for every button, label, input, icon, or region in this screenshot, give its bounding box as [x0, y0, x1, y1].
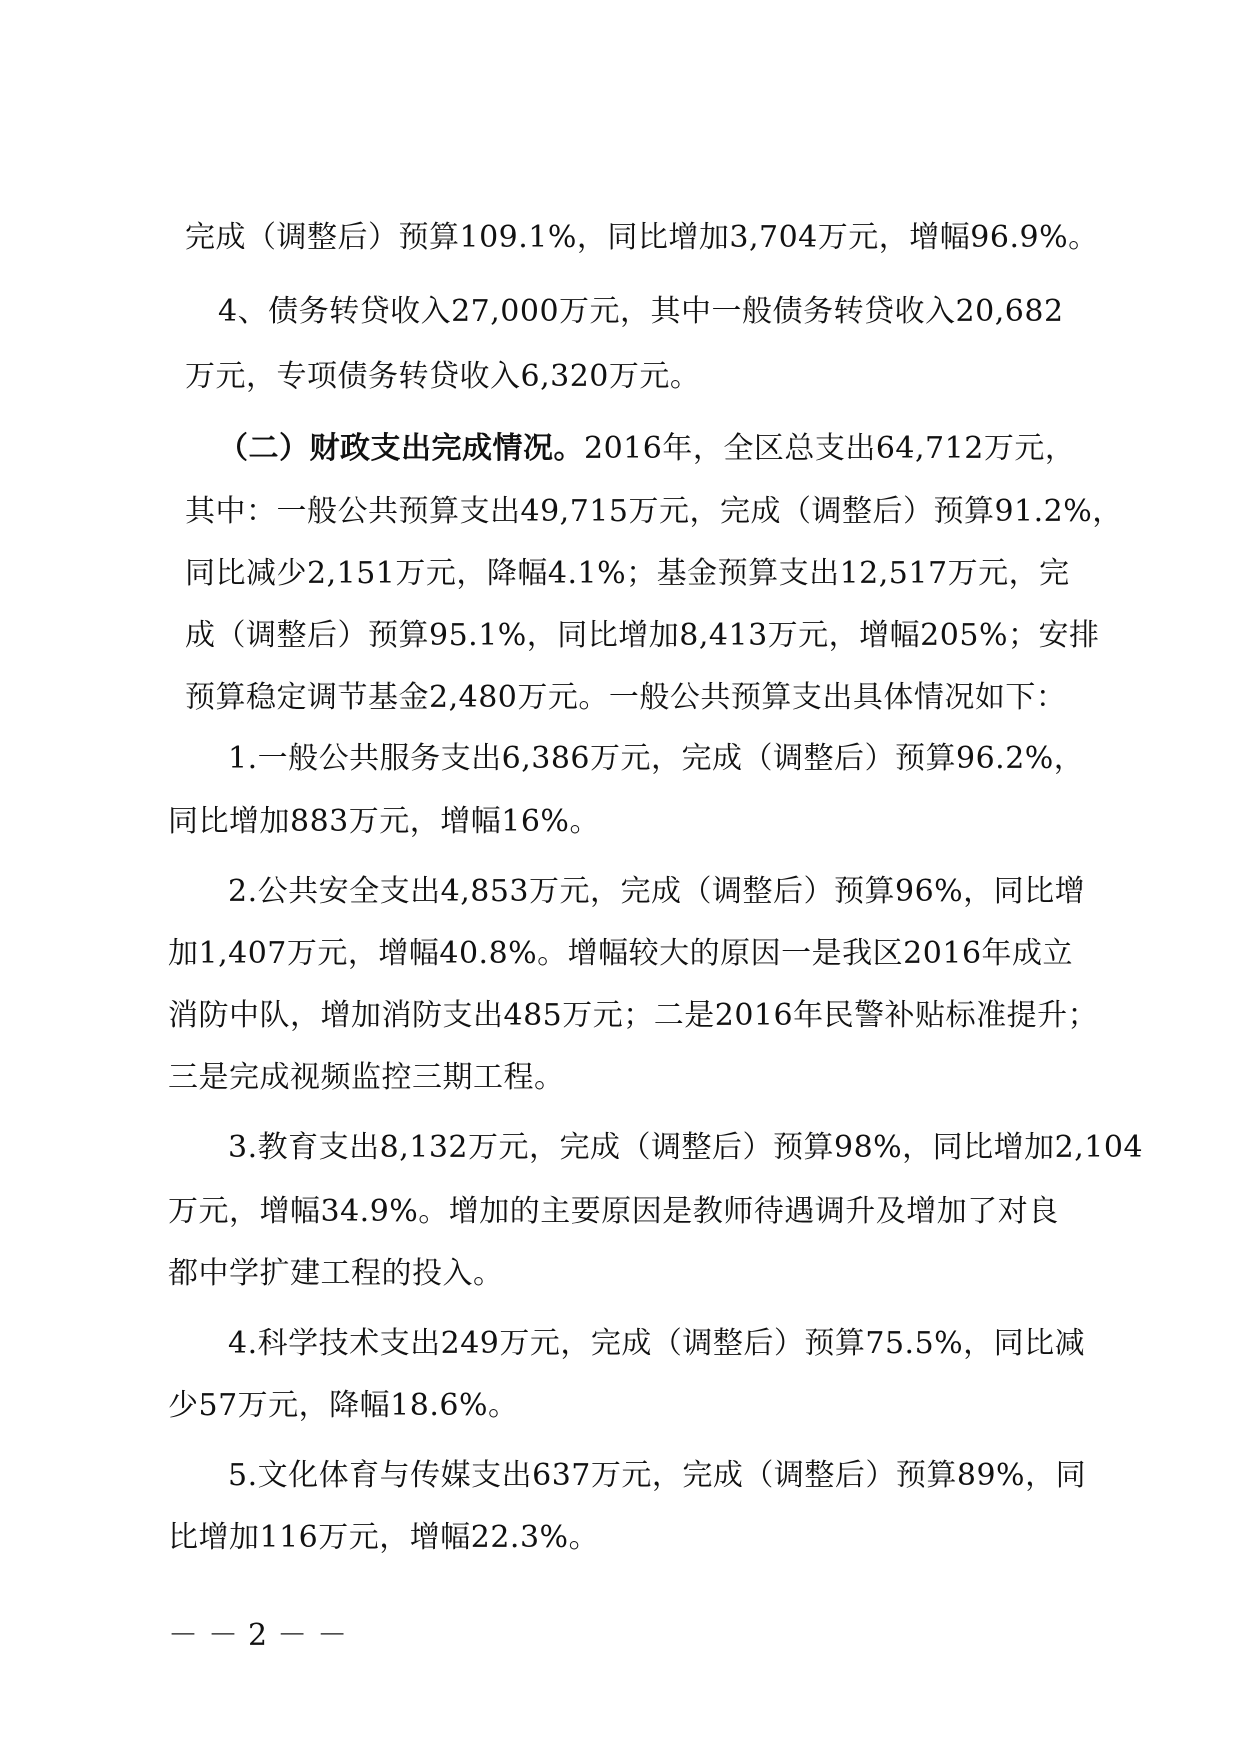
paragraph-line: 都中学扩建工程的投入。 — [168, 1256, 504, 1291]
paragraph-line: 4、债务转贷收入27,000万元，其中一般债务转贷收入20,682 — [218, 294, 1064, 329]
paragraph-line: 比增加116万元，增幅22.3%。 — [168, 1520, 600, 1555]
section-heading-line — [218, 427, 1075, 471]
paragraph-line: 4.科学技术支出249万元，完成（调整后）预算75.5%，同比减 — [228, 1326, 1086, 1361]
page-number: －－2－－ — [168, 1618, 358, 1653]
paragraph-line: 其中：一般公共预算支出49,715万元，完成（调整后）预算91.2%， — [185, 494, 1123, 529]
paragraph-line: 成（调整后）预算95.1%，同比增加8,413万元，增幅205%；安排 — [185, 618, 1100, 653]
paragraph-line: 3.教育支出8,132万元，完成（调整后）预算98%，同比增加2,104 — [228, 1130, 1144, 1165]
paragraph-line: 1.一般公共服务支出6,386万元，完成（调整后）预算96.2%， — [228, 741, 1085, 776]
section-heading: （二）财政支出完成情况。 — [218, 431, 584, 466]
paragraph-line: 少57万元，降幅18.6%。 — [168, 1388, 519, 1423]
paragraph-line: 消防中队，增加消防支出485万元；二是2016年民警补贴标准提升； — [168, 998, 1099, 1033]
paragraph-line: 完成（调整后）预算109.1%，同比增加3,704万元，增幅96.9%。 — [185, 220, 1099, 255]
paragraph-line: 5.文化体育与传媒支出637万元，完成（调整后）预算89%，同 — [228, 1458, 1087, 1493]
paragraph-line: 万元，增幅34.9%。增加的主要原因是教师待遇调升及增加了对良 — [168, 1194, 1059, 1229]
paragraph-line: 三是完成视频监控三期工程。 — [168, 1060, 565, 1095]
paragraph-line: 同比增加883万元，增幅16%。 — [168, 804, 600, 839]
paragraph-line: 万元，专项债务转贷收入6,320万元。 — [185, 359, 701, 394]
paragraph-line: 2.公共安全支出4,853万元，完成（调整后）预算96%，同比增 — [228, 874, 1086, 909]
paragraph-line: 加1,407万元，增幅40.8%。增幅较大的原因一是我区2016年成立 — [168, 936, 1074, 971]
paragraph-line: 同比减少2,151万元，降幅4.1%；基金预算支出12,517万元，完 — [185, 556, 1070, 591]
paragraph-text: 2016年，全区总支出64,712万元， — [584, 431, 1076, 466]
paragraph-line: 预算稳定调节基金2,480万元。一般公共预算支出具体情况如下： — [185, 680, 1067, 715]
